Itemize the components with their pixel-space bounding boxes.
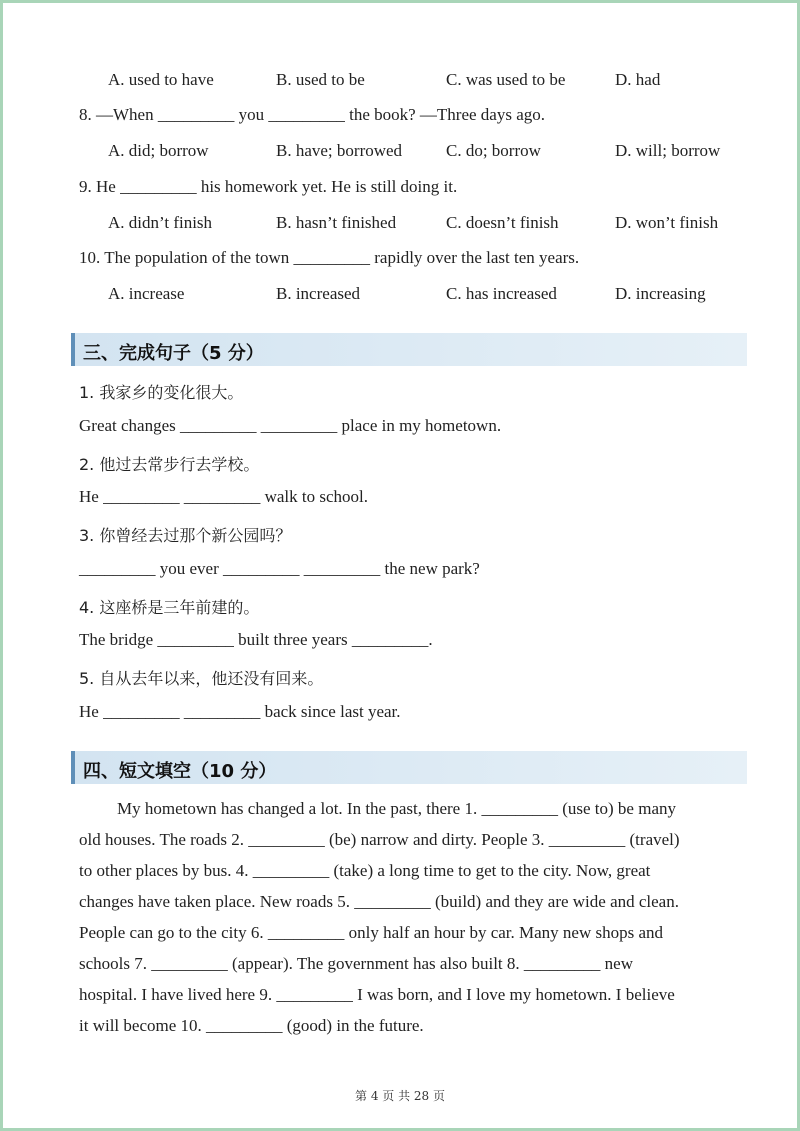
passage-line-5: People can go to the city 6. _________ only half an hour by car. Many new shops and [79, 923, 664, 942]
s3-item1-english: Great changes _________ _________ place in my hometown. [79, 416, 502, 435]
section4-title: 四、短文填空（10 分） [83, 761, 277, 782]
q8-stem: 8. —When _________ you _________ the book? —Three days ago. [79, 105, 545, 124]
q10-option-c: C. has increased [446, 284, 557, 303]
q8-option-c: C. do; borrow [446, 141, 541, 160]
q9-option-a: A. didn’t finish [108, 213, 213, 232]
s3-item1-chinese: 1. 我家乡的变化很大。 [79, 383, 244, 402]
section3-title: 三、完成句子（5 分） [83, 343, 264, 364]
s3-item3-chinese: 3. 你曾经去过那个新公园吗？ [79, 526, 292, 545]
q9-option-c: C. doesn’t finish [446, 213, 559, 232]
q10-option-d: D. increasing [615, 284, 706, 303]
passage-line-7: hospital. I have lived here 9. _________ I was born, and I love my hometown. I believe [79, 985, 675, 1004]
q8-option-d: D. will; borrow [615, 141, 721, 160]
q7-option-b: B. used to be [276, 70, 365, 89]
s3-item2-chinese: 2. 他过去常步行去学校。 [79, 455, 260, 474]
q7-option-a: A. used to have [108, 70, 214, 89]
page-number-footer: 第 4 页 共 28 页 [355, 1089, 445, 1103]
section3-header [71, 333, 747, 366]
q10-option-a: A. increase [108, 284, 185, 303]
q7-option-d: D. had [615, 70, 661, 89]
s3-item4-chinese: 4. 这座桥是三年前建的。 [79, 598, 260, 617]
q9-stem: 9. He _________ his homework yet. He is still doing it. [79, 177, 458, 196]
passage-line-1: My hometown has changed a lot. In the past, there 1. _________ (use to) be many [117, 799, 676, 818]
passage-line-6: schools 7. _________ (appear). The government has also built 8. _________ new [79, 954, 633, 973]
q8-option-a: A. did; borrow [108, 141, 209, 160]
s3-item3-english: _________ you ever _________ _________ the new park? [79, 559, 480, 578]
s3-item5-chinese: 5. 自从去年以来，他还没有回来。 [79, 669, 324, 688]
q7-option-c: C. was used to be [446, 70, 566, 89]
q10-option-b: B. increased [276, 284, 361, 303]
q9-option-d: D. won’t finish [615, 213, 719, 232]
s3-item4-english: The bridge _________ built three years _________. [79, 630, 433, 649]
s3-item5-english: He _________ _________ back since last year. [79, 702, 401, 721]
q8-option-b: B. have; borrowed [276, 141, 403, 160]
passage-line-4: changes have taken place. New roads 5. _________ (build) and they are wide and clean. [79, 892, 679, 911]
section4-header [71, 751, 747, 784]
passage-line-8: it will become 10. _________ (good) in the future. [79, 1016, 424, 1035]
q10-stem: 10. The population of the town _________ rapidly over the last ten years. [79, 248, 580, 267]
s3-item2-english: He _________ _________ walk to school. [79, 487, 368, 506]
q9-option-b: B. hasn’t finished [276, 213, 397, 232]
passage-line-3: to other places by bus. 4. _________ (take) a long time to get to the city. Now, great [79, 861, 651, 880]
passage-line-2: old houses. The roads 2. _________ (be) narrow and dirty. People 3. _________ (travel) [79, 830, 680, 849]
